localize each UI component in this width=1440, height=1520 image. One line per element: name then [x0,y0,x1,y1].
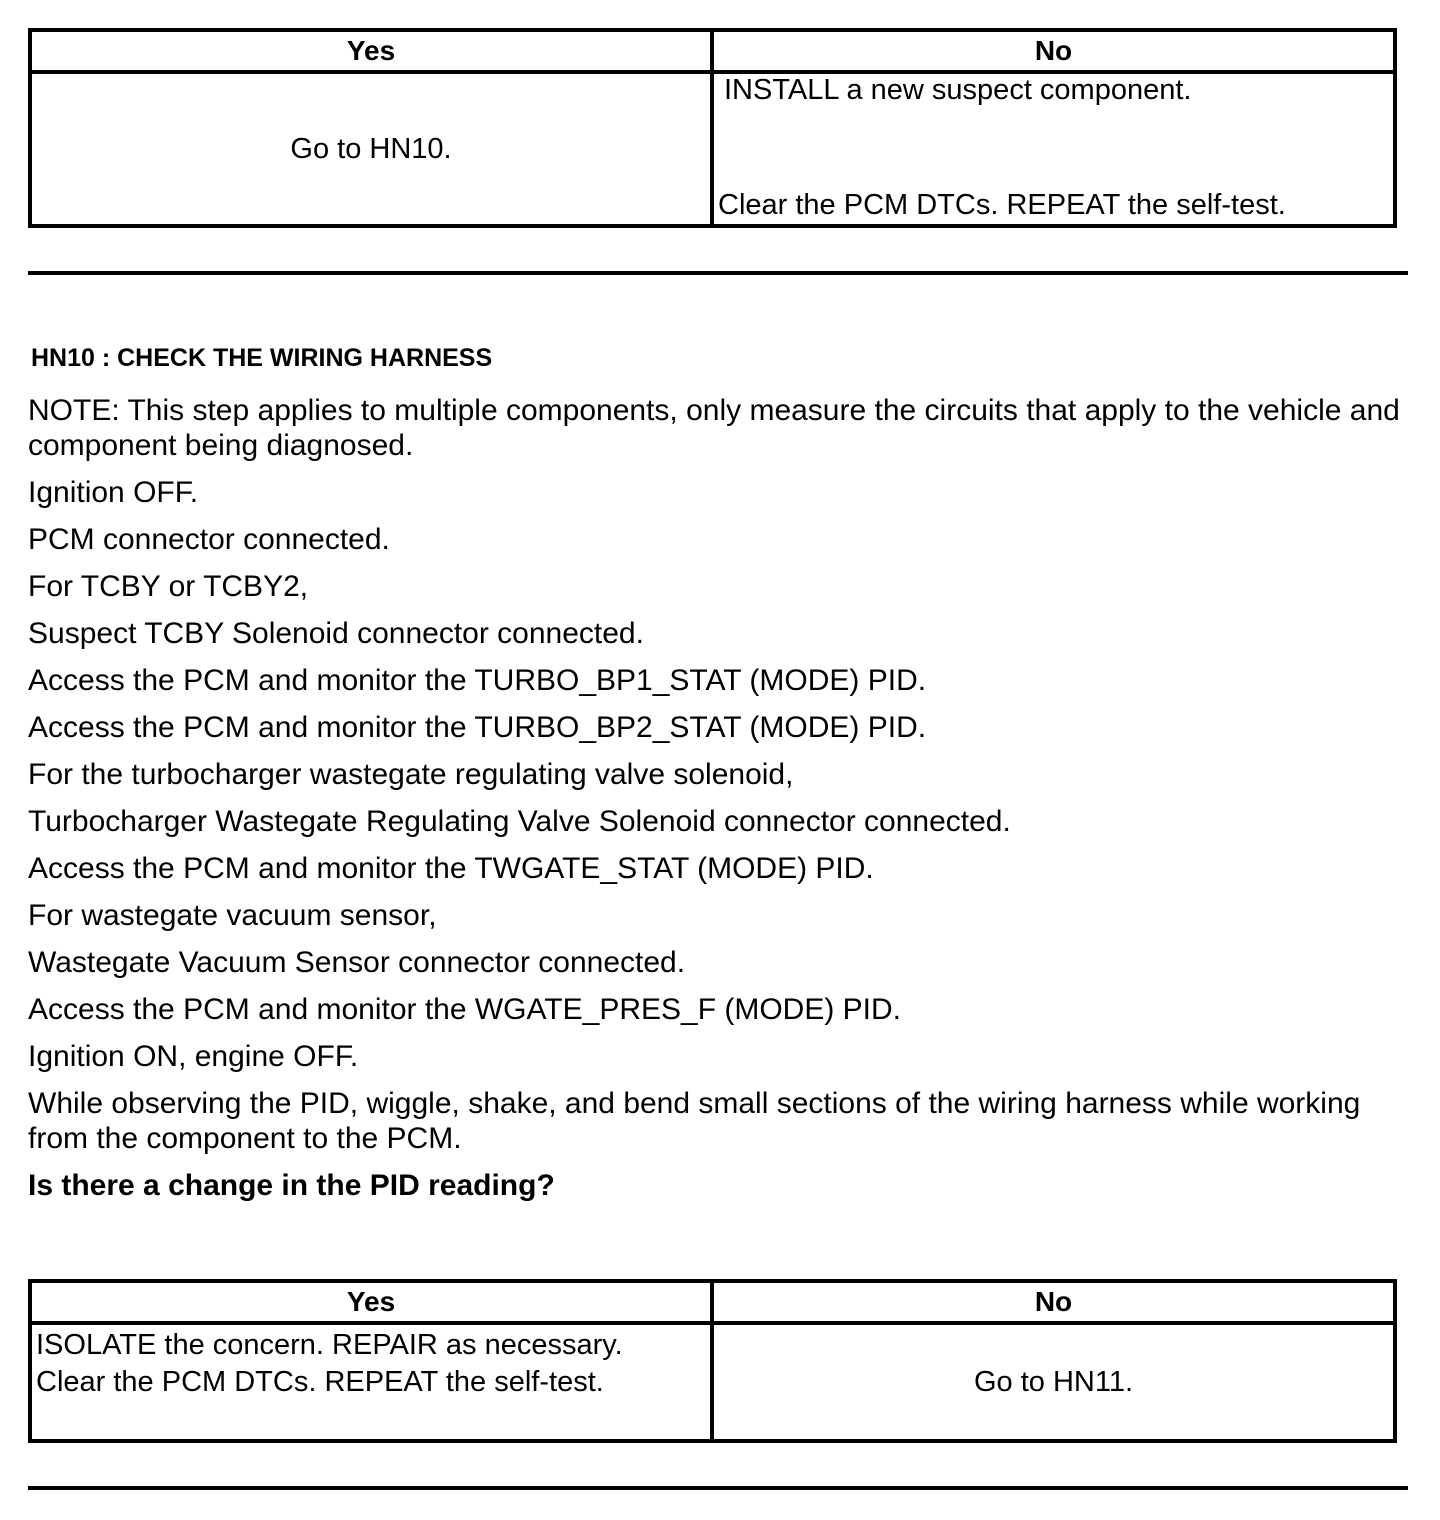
step-item: Access the PCM and monitor the TWGATE_STAT (MODE) PID. [28,852,874,885]
step-item: Ignition ON, engine OFF. [28,1040,359,1073]
step-item: Wastegate Vacuum Sensor connector connected. [28,946,686,979]
section-title: HN10 : CHECK THE WIRING HARNESS [31,344,493,372]
step-note: NOTE: This step applies to multiple components, only measure the circuits that apply to the vehicle and component being diagnosed. [28,394,1400,462]
step-item: For TCBY or TCBY2, [28,570,309,603]
no-header: No [712,1281,1395,1323]
step-item: Access the PCM and monitor the TURBO_BP1_STAT (MODE) PID. [28,664,927,697]
step-question: Is there a change in the PID reading? [28,1169,555,1202]
result-table-top [28,28,1397,228]
yes-cell-line: Clear the PCM DTCs. REPEAT the self-test. [36,1366,604,1398]
no-cell-line: Clear the PCM DTCs. REPEAT the self-test. [718,189,1286,221]
result-table-bottom [28,1279,1397,1443]
step-item: Suspect TCBY Solenoid connector connected. [28,617,644,650]
no-cell-line: INSTALL a new suspect component. [724,74,1192,106]
yes-cell: Go to HN10. [30,72,712,226]
no-header: No [712,30,1395,72]
no-cell: Go to HN11. [712,1323,1395,1441]
step-list [28,393,1418,1215]
yes-header: Yes [30,1281,712,1323]
yes-cell [30,1323,712,1441]
step-item: While observing the PID, wiggle, shake, and bend small sections of the wiring harness while working from the component to the PCM. [28,1087,1361,1155]
step-item: Access the PCM and monitor the WGATE_PRES_F (MODE) PID. [28,993,902,1026]
no-cell [712,72,1395,226]
step-item: For wastegate vacuum sensor, [28,899,437,932]
step-item: Access the PCM and monitor the TURBO_BP2_STAT (MODE) PID. [28,711,927,744]
yes-cell-line: ISOLATE the concern. REPAIR as necessary. [36,1329,623,1361]
step-item: Ignition OFF. [28,476,199,509]
divider [28,271,1408,275]
divider [28,1486,1408,1490]
step-item: Turbocharger Wastegate Regulating Valve Solenoid connector connected. [28,805,1011,838]
step-item: PCM connector connected. [28,523,390,556]
step-item: For the turbocharger wastegate regulating valve solenoid, [28,758,794,791]
yes-header: Yes [30,30,712,72]
